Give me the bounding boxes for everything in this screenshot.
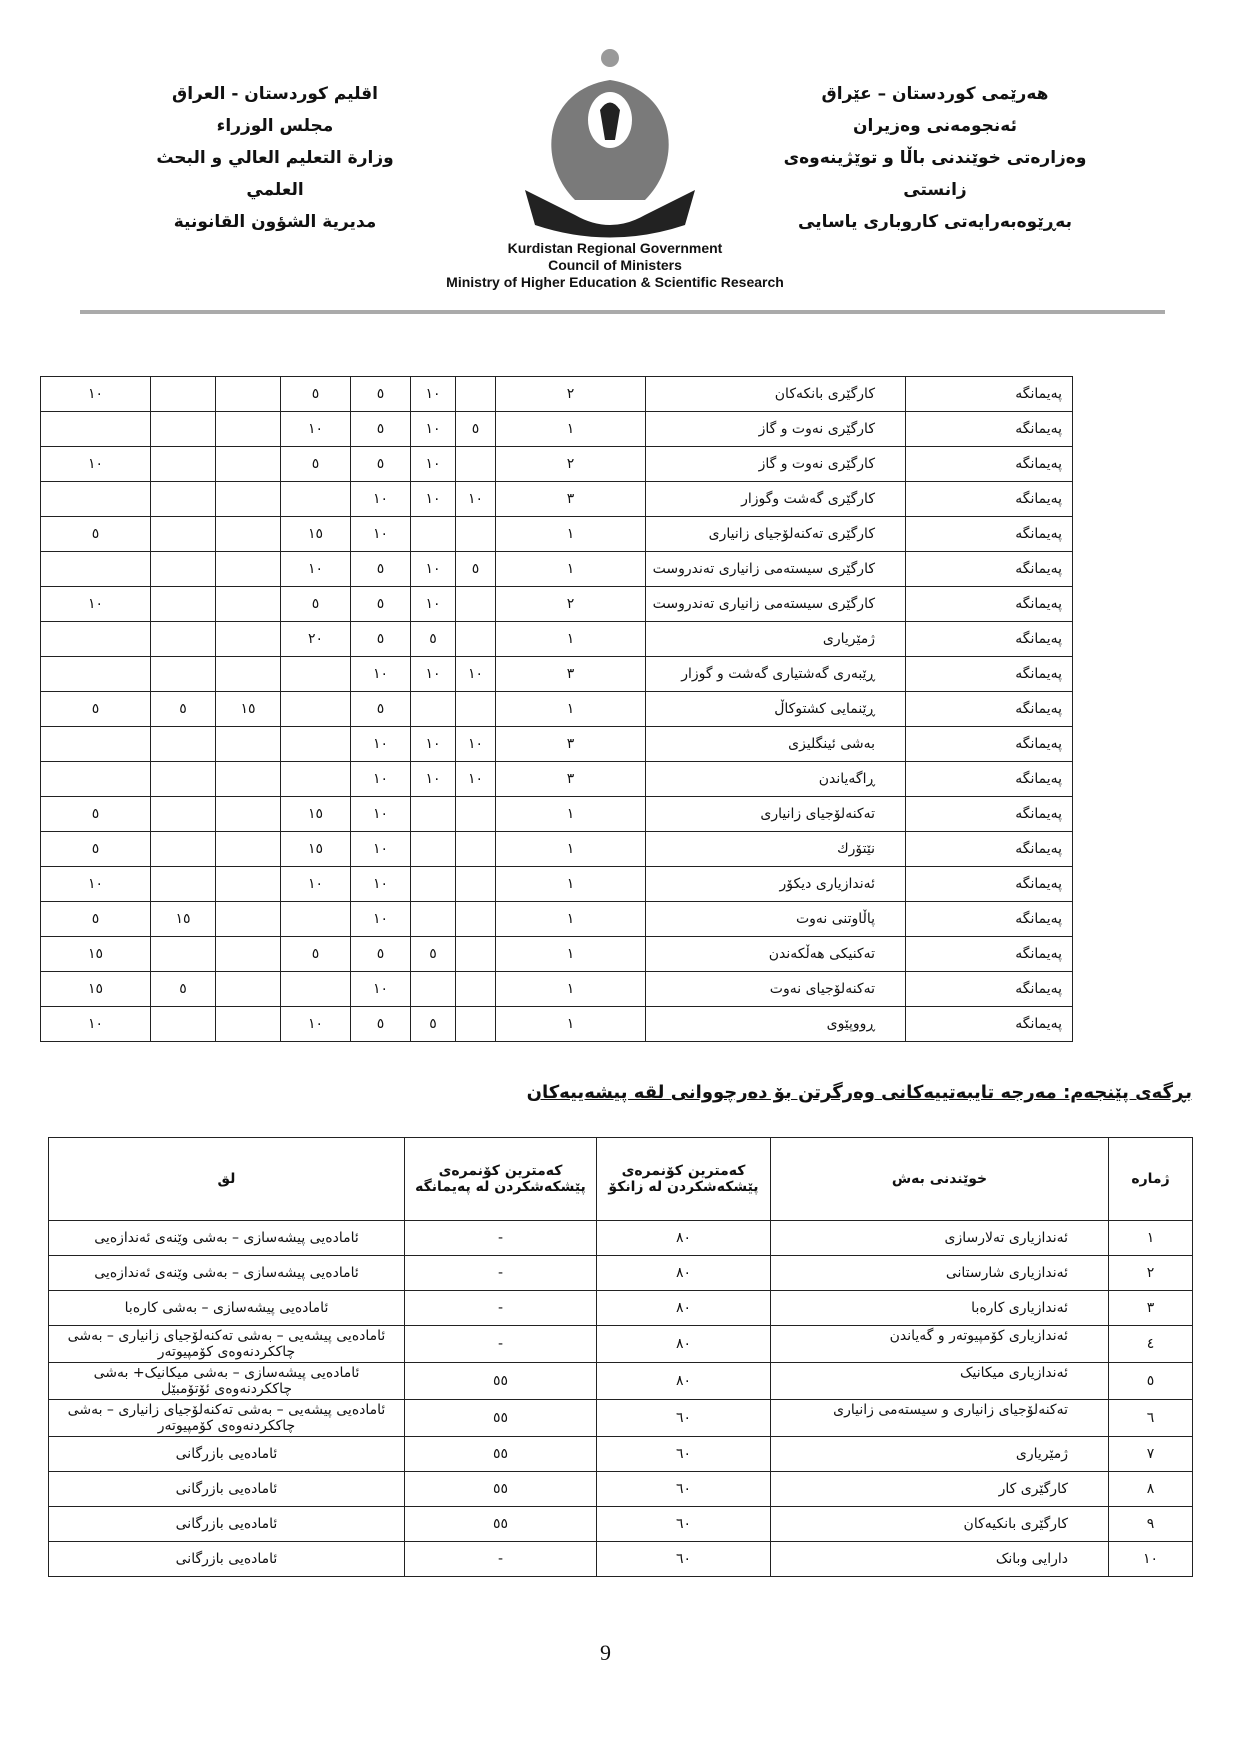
count-cell: ٢ <box>496 447 646 482</box>
department-cell: تەکنەلۆجیای زانیاری و سیستەمی زانیاری <box>771 1400 1109 1437</box>
value-cell <box>281 692 351 727</box>
count-cell: ١ <box>496 1007 646 1042</box>
value-cell: ١٠ <box>351 762 411 797</box>
value-cell <box>411 867 456 902</box>
table-row <box>49 1221 1193 1256</box>
institute-min-score-cell: ٥٥ <box>405 1472 597 1507</box>
count-cell: ١ <box>496 692 646 727</box>
header-line: ئەنجومەنی وەزیران <box>852 116 1017 136</box>
count-cell: ١ <box>496 867 646 902</box>
value-cell <box>41 552 151 587</box>
table-header-row <box>49 1138 1193 1221</box>
table-row <box>49 1363 1193 1400</box>
admission-requirements-table <box>48 1137 1193 1577</box>
department-cell: ڕێنمایی کشتوکاڵ <box>646 692 906 727</box>
header-line: Ministry of Higher Education & Scientific Research <box>446 274 784 290</box>
value-cell <box>216 657 281 692</box>
department-cell: پاڵاوتنی نەوت <box>646 902 906 937</box>
value-cell: ٥ <box>41 797 151 832</box>
column-header: لق <box>49 1138 405 1221</box>
count-cell: ٢ <box>496 587 646 622</box>
count-cell: ٣ <box>496 482 646 517</box>
value-cell: ٥ <box>281 377 351 412</box>
header-line: Council of Ministers <box>548 257 682 273</box>
value-cell <box>216 902 281 937</box>
department-cell: ژمێریاری <box>771 1437 1109 1472</box>
value-cell: ١٠ <box>411 762 456 797</box>
header-line: بەڕێوەبەرایەتی کاروباری یاسایی <box>798 212 1072 232</box>
value-cell: ١٠ <box>456 727 496 762</box>
department-cell: دارایی وبانک <box>771 1542 1109 1577</box>
institution-type-cell: پەیمانگە <box>906 587 1073 622</box>
value-cell: ٥ <box>281 937 351 972</box>
value-cell <box>151 797 216 832</box>
value-cell <box>216 482 281 517</box>
value-cell: ١٥ <box>281 517 351 552</box>
value-cell: ١٠ <box>281 412 351 447</box>
institute-min-score-cell: - <box>405 1291 597 1326</box>
department-cell: ژمێریاری <box>646 622 906 657</box>
value-cell: ٥ <box>41 692 151 727</box>
department-cell: نێتۆرك <box>646 832 906 867</box>
institute-min-score-cell: - <box>405 1256 597 1291</box>
table-row <box>49 1437 1193 1472</box>
value-cell: ١٠ <box>351 482 411 517</box>
value-cell: ٥ <box>351 412 411 447</box>
value-cell <box>41 657 151 692</box>
value-cell <box>216 447 281 482</box>
value-cell <box>151 552 216 587</box>
institute-min-score-cell: ٥٥ <box>405 1437 597 1472</box>
table-row <box>41 727 1073 762</box>
count-cell: ١ <box>496 937 646 972</box>
value-cell <box>216 517 281 552</box>
table-row <box>41 447 1073 482</box>
value-cell <box>151 762 216 797</box>
value-cell: ٥ <box>281 587 351 622</box>
value-cell: ١٥ <box>281 832 351 867</box>
institution-type-cell: پەیمانگە <box>906 797 1073 832</box>
university-min-score-cell: ٦٠ <box>597 1542 771 1577</box>
value-cell <box>41 727 151 762</box>
department-cell: ڕووپێوی <box>646 1007 906 1042</box>
table-row <box>41 657 1073 692</box>
value-cell <box>456 587 496 622</box>
value-cell: ١٠ <box>411 657 456 692</box>
department-cell: ئەندازیاری کۆمپیوتەر و گەیاندن <box>771 1326 1109 1363</box>
department-cell: ئەندازیاری دیکۆر <box>646 867 906 902</box>
value-cell <box>456 622 496 657</box>
value-cell <box>456 377 496 412</box>
count-cell: ١ <box>496 832 646 867</box>
value-cell: ٥ <box>351 552 411 587</box>
value-cell: ١٠ <box>351 517 411 552</box>
value-cell <box>216 377 281 412</box>
value-cell <box>216 972 281 1007</box>
value-cell: ١٠ <box>41 377 151 412</box>
table-row <box>41 762 1073 797</box>
value-cell <box>151 587 216 622</box>
value-cell: ٥ <box>456 412 496 447</box>
value-cell: ١٥ <box>151 902 216 937</box>
value-cell: ٥ <box>351 377 411 412</box>
value-cell: ٥ <box>151 972 216 1007</box>
value-cell: ٥ <box>351 622 411 657</box>
column-header: خوێندنی بەش <box>771 1138 1109 1221</box>
header-line: مجلس الوزراء <box>216 116 334 136</box>
page-number: 9 <box>600 1640 611 1665</box>
value-cell: ١٠ <box>351 972 411 1007</box>
value-cell: ٥ <box>351 447 411 482</box>
table-row <box>41 902 1073 937</box>
institution-type-cell: پەیمانگە <box>906 937 1073 972</box>
number-cell: ١ <box>1109 1221 1193 1256</box>
value-cell <box>151 1007 216 1042</box>
value-cell: ١٠ <box>456 657 496 692</box>
value-cell <box>151 727 216 762</box>
department-cell: ڕێبەری گەشتیاری گەشت و گوزار <box>646 657 906 692</box>
value-cell <box>456 1007 496 1042</box>
value-cell: ١٠ <box>411 552 456 587</box>
value-cell: ١٠ <box>351 902 411 937</box>
institution-type-cell: پەیمانگە <box>906 867 1073 902</box>
value-cell <box>41 482 151 517</box>
department-cell: تەکنەلۆجیای نەوت <box>646 972 906 1007</box>
count-cell: ١ <box>496 972 646 1007</box>
institution-type-cell: پەیمانگە <box>906 447 1073 482</box>
value-cell: ١٠ <box>351 832 411 867</box>
value-cell <box>456 867 496 902</box>
value-cell: ٥ <box>281 447 351 482</box>
value-cell <box>456 902 496 937</box>
header-line: وزارة التعليم العالي و البحث العلمي <box>156 148 394 200</box>
table-row <box>41 482 1073 517</box>
value-cell <box>411 797 456 832</box>
value-cell: ١٠ <box>456 762 496 797</box>
value-cell <box>151 377 216 412</box>
table-row <box>41 692 1073 727</box>
value-cell <box>216 587 281 622</box>
column-header: ژمارە <box>1109 1138 1193 1221</box>
value-cell: ١٥ <box>281 797 351 832</box>
header-line: اقليم كوردستان - العراق <box>172 84 378 104</box>
value-cell <box>151 482 216 517</box>
table-row <box>41 517 1073 552</box>
value-cell: ١٠ <box>351 867 411 902</box>
value-cell <box>216 762 281 797</box>
institution-type-cell: پەیمانگە <box>906 622 1073 657</box>
value-cell: ٥ <box>411 622 456 657</box>
institution-type-cell: پەیمانگە <box>906 692 1073 727</box>
institute-min-score-cell: ٥٥ <box>405 1400 597 1437</box>
count-cell: ٣ <box>496 657 646 692</box>
value-cell: ١٠ <box>411 482 456 517</box>
institute-min-score-cell: ٥٥ <box>405 1363 597 1400</box>
university-min-score-cell: ٦٠ <box>597 1400 771 1437</box>
number-cell: ٨ <box>1109 1472 1193 1507</box>
header-divider <box>80 310 1165 314</box>
table-row <box>41 797 1073 832</box>
university-min-score-cell: ٨٠ <box>597 1256 771 1291</box>
department-cell: کارگێری نەوت و گاز <box>646 447 906 482</box>
department-cell: ئەندازیاری میکانیک <box>771 1363 1109 1400</box>
value-cell <box>281 972 351 1007</box>
value-cell: ١٥ <box>41 972 151 1007</box>
value-cell <box>456 692 496 727</box>
header-line: مديرية الشؤون القانونية <box>173 212 377 232</box>
value-cell: ٥ <box>411 937 456 972</box>
value-cell: ١٠ <box>281 867 351 902</box>
value-cell <box>151 832 216 867</box>
number-cell: ٢ <box>1109 1256 1193 1291</box>
table-row <box>49 1542 1193 1577</box>
number-cell: ٣ <box>1109 1291 1193 1326</box>
institute-min-score-cell: - <box>405 1542 597 1577</box>
table-row <box>49 1256 1193 1291</box>
value-cell <box>456 972 496 1007</box>
value-cell <box>151 867 216 902</box>
value-cell <box>151 657 216 692</box>
value-cell <box>456 517 496 552</box>
branch-cell: ئامادەیی پیشەسازی – بەشی وێنەی ئەندازەیی <box>49 1256 405 1291</box>
count-cell: ١ <box>496 622 646 657</box>
value-cell <box>456 797 496 832</box>
value-cell <box>456 447 496 482</box>
university-min-score-cell: ٨٠ <box>597 1326 771 1363</box>
value-cell: ١٠ <box>411 587 456 622</box>
count-cell: ١ <box>496 412 646 447</box>
count-cell: ٢ <box>496 377 646 412</box>
value-cell: ١٠ <box>351 797 411 832</box>
value-cell: ٥ <box>41 832 151 867</box>
department-cell: کارگێری سیستەمی زانیاری تەندروست <box>646 552 906 587</box>
department-cell: ئەندازیاری تەلارسازی <box>771 1221 1109 1256</box>
university-min-score-cell: ٦٠ <box>597 1507 771 1542</box>
number-cell: ٥ <box>1109 1363 1193 1400</box>
value-cell: ٥ <box>351 587 411 622</box>
branch-cell: ئامادەیی پیشەیی – بەشی تەکنەلۆجیای زانیاری – بەشی چاککردنەوەی کۆمپیوتەر <box>49 1326 405 1363</box>
value-cell <box>456 832 496 867</box>
value-cell <box>216 552 281 587</box>
institution-type-cell: پەیمانگە <box>906 762 1073 797</box>
department-cell: بەشی ئینگلیزی <box>646 727 906 762</box>
table-row <box>49 1472 1193 1507</box>
value-cell <box>216 797 281 832</box>
value-cell: ١٠ <box>41 867 151 902</box>
value-cell: ١٥ <box>216 692 281 727</box>
table-row <box>41 622 1073 657</box>
department-cell: کارگێری بانکەکان <box>646 377 906 412</box>
count-cell: ٣ <box>496 762 646 797</box>
value-cell <box>281 657 351 692</box>
value-cell <box>411 832 456 867</box>
institution-type-cell: پەیمانگە <box>906 657 1073 692</box>
column-header: کەمترین کۆنمرەی پێشکەشکردن لە پەیمانگە <box>405 1138 597 1221</box>
value-cell: ١٥ <box>41 937 151 972</box>
count-cell: ١ <box>496 517 646 552</box>
krg-emblem-logo <box>505 40 715 240</box>
value-cell <box>151 412 216 447</box>
institution-type-cell: پەیمانگە <box>906 482 1073 517</box>
branch-cell: ئامادەیی پیشەسازی – بەشی وێنەی ئەندازەیی <box>49 1221 405 1256</box>
value-cell: ٥ <box>456 552 496 587</box>
branch-cell: ئامادەیی بازرگانی <box>49 1472 405 1507</box>
institution-type-cell: پەیمانگە <box>906 517 1073 552</box>
institute-min-score-cell: ٥٥ <box>405 1507 597 1542</box>
kurdish-header <box>780 78 1090 238</box>
count-cell: ١ <box>496 797 646 832</box>
value-cell <box>281 482 351 517</box>
table-row <box>41 412 1073 447</box>
value-cell: ٥ <box>41 902 151 937</box>
institute-min-score-cell: - <box>405 1221 597 1256</box>
department-cell: کارگێری بانکیەکان <box>771 1507 1109 1542</box>
branch-cell: ئامادەیی پیشەسازی – بەشی میکانیک+ بەشی چاککردنەوەی ئۆتۆمبێل <box>49 1363 405 1400</box>
university-min-score-cell: ٨٠ <box>597 1291 771 1326</box>
value-cell <box>216 937 281 972</box>
seats-table <box>40 376 1073 1042</box>
value-cell: ١٠ <box>411 412 456 447</box>
number-cell: ٦ <box>1109 1400 1193 1437</box>
value-cell: ١٠ <box>41 447 151 482</box>
section-title: بڕگەی پێنجەم: مەرجە تایبەتییەکانی وەرگرتن بۆ دەرچووانی لقە پیشەییەکان <box>526 1082 1192 1103</box>
value-cell: ١٠ <box>411 377 456 412</box>
header-line: Kurdistan Regional Government <box>507 240 723 256</box>
table-row <box>41 552 1073 587</box>
value-cell <box>216 727 281 762</box>
department-cell: ئەندازیاری کارەبا <box>771 1291 1109 1326</box>
university-min-score-cell: ٨٠ <box>597 1221 771 1256</box>
branch-cell: ئامادەیی بازرگانی <box>49 1437 405 1472</box>
value-cell <box>411 972 456 1007</box>
institution-type-cell: پەیمانگە <box>906 727 1073 762</box>
table-row <box>49 1326 1193 1363</box>
department-cell: کارگێری سیستەمی زانیاری تەندروست <box>646 587 906 622</box>
institution-type-cell: پەیمانگە <box>906 412 1073 447</box>
column-header: کەمترین کۆنمرەی پێشکەشکردن لە زانکۆ <box>597 1138 771 1221</box>
value-cell <box>411 517 456 552</box>
department-cell: تەکنیکی هەڵکەندن <box>646 937 906 972</box>
branch-cell: ئامادەیی پیشەیی – بەشی تەکنەلۆجیای زانیاری – بەشی چاککردنەوەی کۆمپیوتەر <box>49 1400 405 1437</box>
number-cell: ٩ <box>1109 1507 1193 1542</box>
table-row <box>41 587 1073 622</box>
value-cell: ٥ <box>351 692 411 727</box>
value-cell <box>216 622 281 657</box>
value-cell <box>281 762 351 797</box>
value-cell <box>41 762 151 797</box>
header-line: هەرێمی کوردستان – عێراق <box>821 84 1049 104</box>
value-cell: ١٠ <box>281 1007 351 1042</box>
value-cell: ١٠ <box>351 657 411 692</box>
table-row <box>41 972 1073 1007</box>
institute-min-score-cell: - <box>405 1326 597 1363</box>
department-cell: ڕاگەیاندن <box>646 762 906 797</box>
value-cell <box>216 832 281 867</box>
branch-cell: ئامادەیی بازرگانی <box>49 1542 405 1577</box>
value-cell: ٥ <box>151 692 216 727</box>
value-cell: ٥ <box>41 517 151 552</box>
table-row <box>41 1007 1073 1042</box>
table-row <box>49 1291 1193 1326</box>
value-cell <box>216 867 281 902</box>
value-cell <box>41 622 151 657</box>
value-cell <box>151 447 216 482</box>
department-cell: ئەندازیاری شارستانی <box>771 1256 1109 1291</box>
value-cell <box>456 937 496 972</box>
table-row <box>41 377 1073 412</box>
value-cell <box>41 412 151 447</box>
institution-type-cell: پەیمانگە <box>906 1007 1073 1042</box>
value-cell <box>216 412 281 447</box>
number-cell: ٧ <box>1109 1437 1193 1472</box>
university-min-score-cell: ٦٠ <box>597 1437 771 1472</box>
value-cell: ٥ <box>351 1007 411 1042</box>
department-cell: کارگێری کار <box>771 1472 1109 1507</box>
number-cell: ١٠ <box>1109 1542 1193 1577</box>
value-cell: ١٠ <box>41 587 151 622</box>
institution-type-cell: پەیمانگە <box>906 377 1073 412</box>
institution-type-cell: پەیمانگە <box>906 552 1073 587</box>
value-cell: ١٠ <box>456 482 496 517</box>
university-min-score-cell: ٦٠ <box>597 1472 771 1507</box>
value-cell: ١٠ <box>41 1007 151 1042</box>
institution-type-cell: پەیمانگە <box>906 832 1073 867</box>
table-row <box>49 1400 1193 1437</box>
count-cell: ٣ <box>496 727 646 762</box>
arabic-header <box>140 78 410 238</box>
value-cell: ١٠ <box>411 447 456 482</box>
number-cell: ٤ <box>1109 1326 1193 1363</box>
value-cell <box>281 727 351 762</box>
table-row <box>49 1507 1193 1542</box>
branch-cell: ئامادەیی بازرگانی <box>49 1507 405 1542</box>
value-cell: ٢٠ <box>281 622 351 657</box>
value-cell <box>151 517 216 552</box>
value-cell <box>151 937 216 972</box>
value-cell: ١٠ <box>411 727 456 762</box>
value-cell <box>151 622 216 657</box>
table-row <box>41 937 1073 972</box>
value-cell: ٥ <box>351 937 411 972</box>
department-cell: کارگێری نەوت و گاز <box>646 412 906 447</box>
value-cell <box>411 902 456 937</box>
count-cell: ١ <box>496 552 646 587</box>
value-cell <box>281 902 351 937</box>
branch-cell: ئامادەیی پیشەسازی – بەشی کارەبا <box>49 1291 405 1326</box>
university-min-score-cell: ٨٠ <box>597 1363 771 1400</box>
english-header <box>360 240 870 291</box>
header-line: وەزارەتی خوێندنی باڵا و توێژینەوەی زانستی <box>783 148 1087 200</box>
department-cell: کارگێری گەشت وگوزار <box>646 482 906 517</box>
department-cell: کارگێری تەکنەلۆجیای زانیاری <box>646 517 906 552</box>
value-cell <box>411 692 456 727</box>
value-cell: ١٠ <box>281 552 351 587</box>
table-row <box>41 832 1073 867</box>
value-cell: ١٠ <box>351 727 411 762</box>
institution-type-cell: پەیمانگە <box>906 972 1073 1007</box>
value-cell <box>216 1007 281 1042</box>
value-cell: ٥ <box>411 1007 456 1042</box>
department-cell: تەکنەلۆجیای زانیاری <box>646 797 906 832</box>
table-row <box>41 867 1073 902</box>
count-cell: ١ <box>496 902 646 937</box>
institution-type-cell: پەیمانگە <box>906 902 1073 937</box>
